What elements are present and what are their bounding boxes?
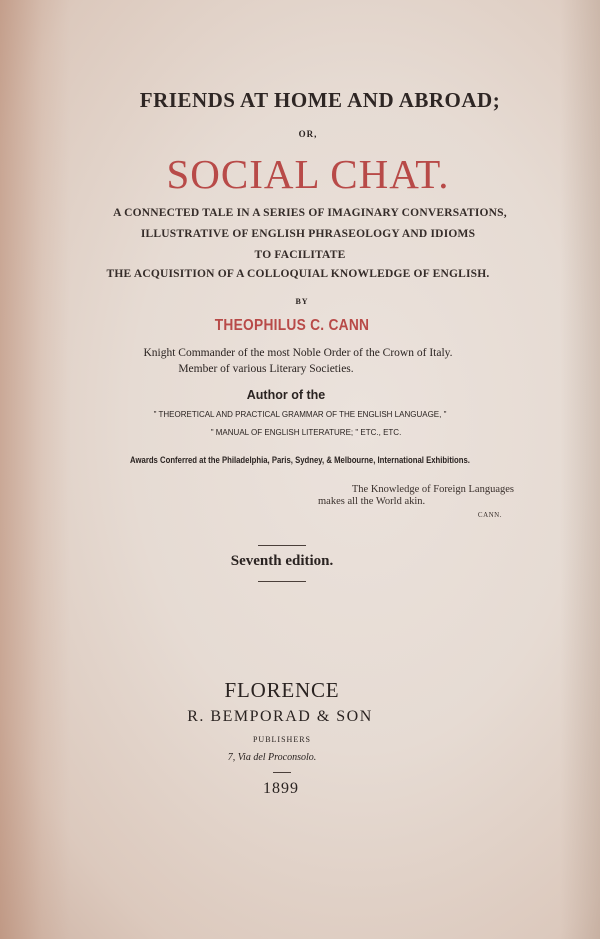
publishers-label: PUBLISHERS <box>252 735 311 744</box>
divider <box>273 772 291 773</box>
credential-line: Knight Commander of the most Noble Order of the Crown of Italy. <box>143 347 453 359</box>
city: FLORENCE <box>224 678 340 702</box>
publisher-name: R. BEMPORAD & SON <box>187 708 373 725</box>
author-name: THEOPHILUS C. CANN <box>214 317 370 334</box>
by-label: BY <box>295 297 309 306</box>
edition: Seventh edition. <box>230 553 334 569</box>
publication-year: 1899 <box>263 780 299 797</box>
subtitle-line: ILLUSTRATIVE OF ENGLISH PHRASEOLOGY AND IDIOMS <box>140 228 476 240</box>
author-of-label: Author of the <box>246 388 326 402</box>
subtitle-line: TO FACILITATE <box>254 249 346 261</box>
subtitle-line: A CONNECTED TALE IN A SERIES OF IMAGINARY CONVERSATIONS, <box>113 207 507 219</box>
epigraph-attribution: CANN. <box>477 511 502 519</box>
divider <box>258 545 306 546</box>
or-connector: OR, <box>298 129 318 139</box>
red-title: SOCIAL CHAT. <box>166 151 450 197</box>
divider <box>258 581 306 582</box>
credential-line: Member of various Literary Societies. <box>178 363 354 375</box>
epigraph-line: makes all the World akin. <box>318 496 426 507</box>
work-title: " THEORETICAL AND PRACTICAL GRAMMAR OF THE ENGLISH LANGUAGE, " <box>153 410 447 419</box>
awards-line: Awards Conferred at the Philadelphia, Paris, Sydney, & Melbourne, International Exhibitions. <box>130 455 470 465</box>
epigraph-line: The Knowledge of Foreign Languages <box>351 484 514 495</box>
work-title: " MANUAL OF ENGLISH LITERATURE; " ETC., ETC. <box>210 428 402 437</box>
main-title: FRIENDS AT HOME AND ABROAD; <box>139 88 501 112</box>
subtitle-line: THE ACQUISITION OF A COLLOQUIAL KNOWLEDGE OF ENGLISH. <box>106 268 490 280</box>
epigraph <box>300 484 514 521</box>
publisher-address: 7, Via del Proconsolo. <box>227 752 317 763</box>
